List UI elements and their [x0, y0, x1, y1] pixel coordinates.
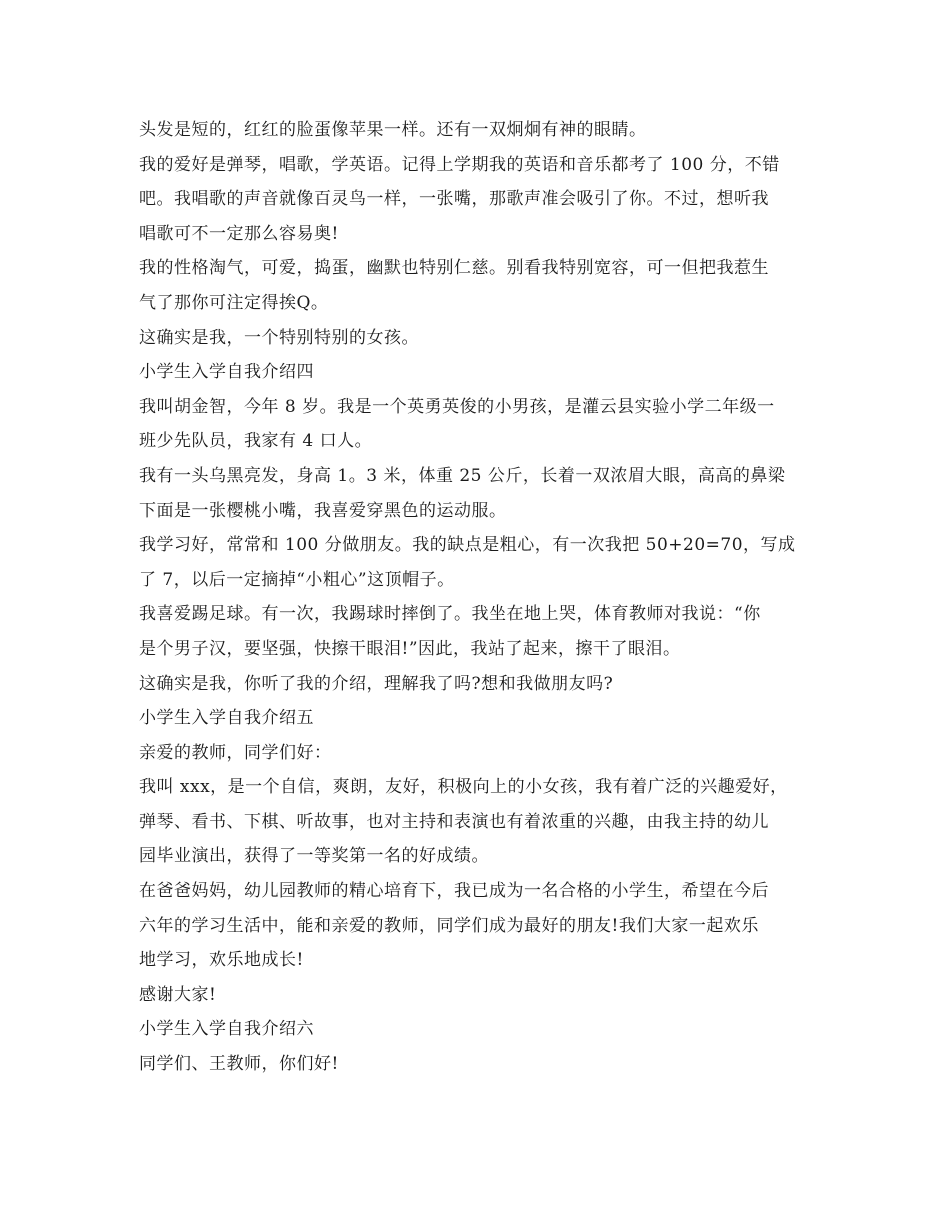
- text-line: 我的爱好是弹琴，唱歌，学英语。记得上学期我的英语和音乐都考了 100 分，不错: [139, 154, 780, 175]
- text-line: 我有一头乌黑亮发，身高 1。3 米，体重 25 公斤，长着一双浓眉大眼，高高的鼻梁: [139, 465, 786, 486]
- text-line: 我喜爱踢足球。有一次，我踢球时摔倒了。我坐在地上哭，体育教师对我说：“你: [139, 604, 761, 625]
- text-line: 我的性格淘气，可爱，捣蛋，幽默也特别仁慈。别看我特别宽容，可一但把我惹生: [139, 258, 769, 279]
- text-line: 弹琴、看书、下棋、听故事，也对主持和表演也有着浓重的兴趣，由我主持的幼儿: [139, 811, 769, 832]
- document-body: [139, 113, 823, 1082]
- text-line: 了 7，以后一定摘掉“小粗心”这顶帽子。: [139, 569, 455, 590]
- text-line: 头发是短的，红红的脸蛋像苹果一样。还有一双炯炯有神的眼睛。: [139, 120, 647, 140]
- section-heading: 小学生入学自我介绍六: [139, 1019, 314, 1040]
- section-heading: 小学生入学自我介绍五: [139, 708, 314, 729]
- text-line: 我学习好，常常和 100 分做朋友。我的缺点是粗心，有一次我把 50+20=70，写成: [139, 535, 796, 556]
- text-line: 下面是一张樱桃小嘴，我喜爱穿黑色的运动服。: [139, 500, 507, 521]
- text-line: 这确实是我，你听了我的介绍，理解我了吗?想和我做朋友吗?: [139, 673, 614, 694]
- text-line: 在爸爸妈妈，幼儿园教师的精心培育下，我已成为一名合格的小学生，希望在今后: [139, 881, 769, 902]
- text-line: 是个男子汉，要坚强，快擦干眼泪!”因此，我站了起来，擦干了眼泪。: [139, 638, 681, 659]
- text-line: 六年的学习生活中，能和亲爱的教师，同学们成为最好的朋友!我们大家一起欢乐: [139, 915, 759, 936]
- text-line: 班少先队员，我家有 4 口人。: [139, 431, 373, 452]
- text-line: 这确实是我，一个特别特别的女孩。: [139, 327, 419, 348]
- text-line: 唱歌可不一定那么容易奥!: [139, 223, 339, 244]
- text-line: 气了那你可注定得挨Q。: [139, 292, 329, 313]
- text-line: 我叫 xxx，是一个自信，爽朗，友好，积极向上的小女孩，我有着广泛的兴趣爱好，: [139, 777, 788, 798]
- text-line: 我叫胡金智，今年 8 岁。我是一个英勇英俊的小男孩，是灌云县实验小学二年级一: [139, 396, 775, 417]
- text-line: 亲爱的教师，同学们好：: [139, 742, 332, 763]
- text-line: 同学们、王教师，你们好!: [139, 1054, 339, 1075]
- section-heading: 小学生入学自我介绍四: [139, 362, 314, 383]
- text-line: 吧。我唱歌的声音就像百灵鸟一样，一张嘴，那歌声准会吸引了你。不过，想听我: [139, 189, 769, 210]
- text-line: 地学习，欢乐地成长!: [139, 950, 304, 971]
- text-line: 感谢大家!: [139, 984, 217, 1005]
- text-line: 园毕业演出，获得了一等奖第一名的好成绩。: [139, 846, 489, 867]
